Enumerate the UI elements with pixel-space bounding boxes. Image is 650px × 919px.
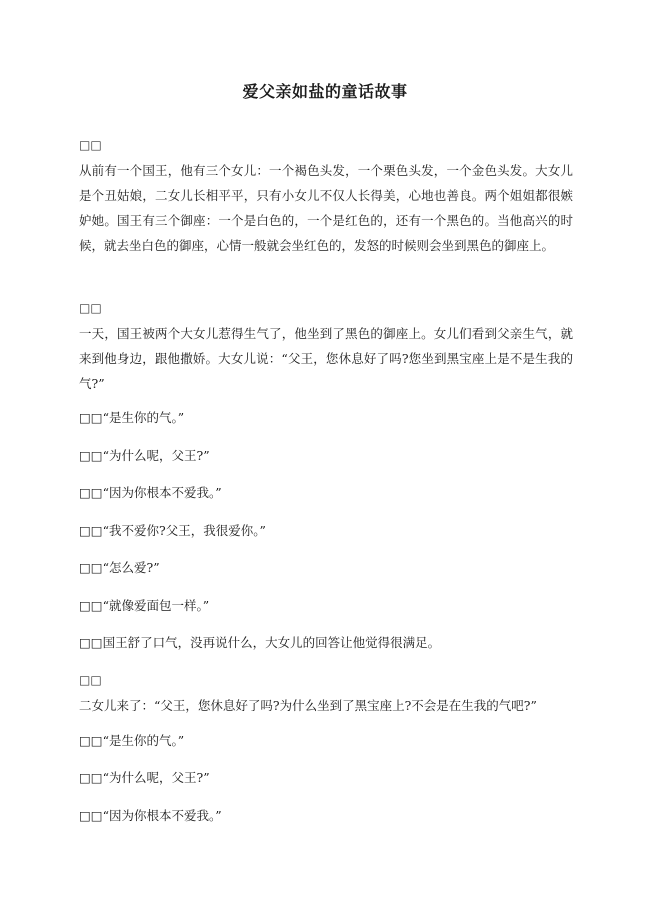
dialogue-line: □□“为什么呢，父王?” [79,448,210,463]
paragraph-text: 从前有一个国王，他有三个女儿：一个褐色头发，一个栗色头发，一个金色头发。大女儿是个丑姑娘，二女儿长相平平，只有小女儿不仅人长得美，心地也善良。两个姐姐都很嫉妒她。国王有三个御座：一个是白色的，一个是红色的，还有一个黑色的。当他高兴的时候，就去坐白色的御座，心情一般就会坐红色的，发怒的时候则会坐到黑色的御座上。 [79,163,573,253]
dialogue-line: □□“为什么呢，父王?” [79,770,210,785]
paragraph-marker: □□ [79,301,102,315]
dialogue-line: □□“是生你的气。” [79,410,185,425]
paragraph-2 [79,296,573,396]
dialogue-line: □□“是生你的气。” [79,733,185,748]
paragraph-marker: □□ [79,138,102,152]
dialogue-line: □□“因为你根本不爱我。” [79,485,222,500]
dialogue-line: □□“因为你根本不爱我。” [79,808,222,823]
paragraph-marker: □□ [79,673,102,687]
paragraph-text: 一天，国王被两个大女儿惹得生气了，他坐到了黑色的御座上。女儿们看到父亲生气，就来到他身边，跟他撒娇。大女儿说：“父王，您休息好了吗?您坐到黑宝座上是不是生我的气?” [79,326,573,391]
dialogue-line: □□“就像爱面包一样。” [79,598,210,613]
paragraph-3 [79,668,573,718]
document-title: 爱父亲如盐的童话故事 [242,82,408,101]
paragraph-1 [79,133,573,258]
dialogue-line: □□“我不爱你?父王，我很爱你。” [79,523,266,538]
dialogue-line: □□国王舒了口气，没再说什么，大女儿的回答让他觉得很满足。 [79,635,441,650]
paragraph-text: 二女儿来了：“父王，您休息好了吗?为什么坐到了黑宝座上?不会是在生我的气吧?” [79,698,537,713]
dialogue-line: □□“怎么爱?” [79,560,160,575]
